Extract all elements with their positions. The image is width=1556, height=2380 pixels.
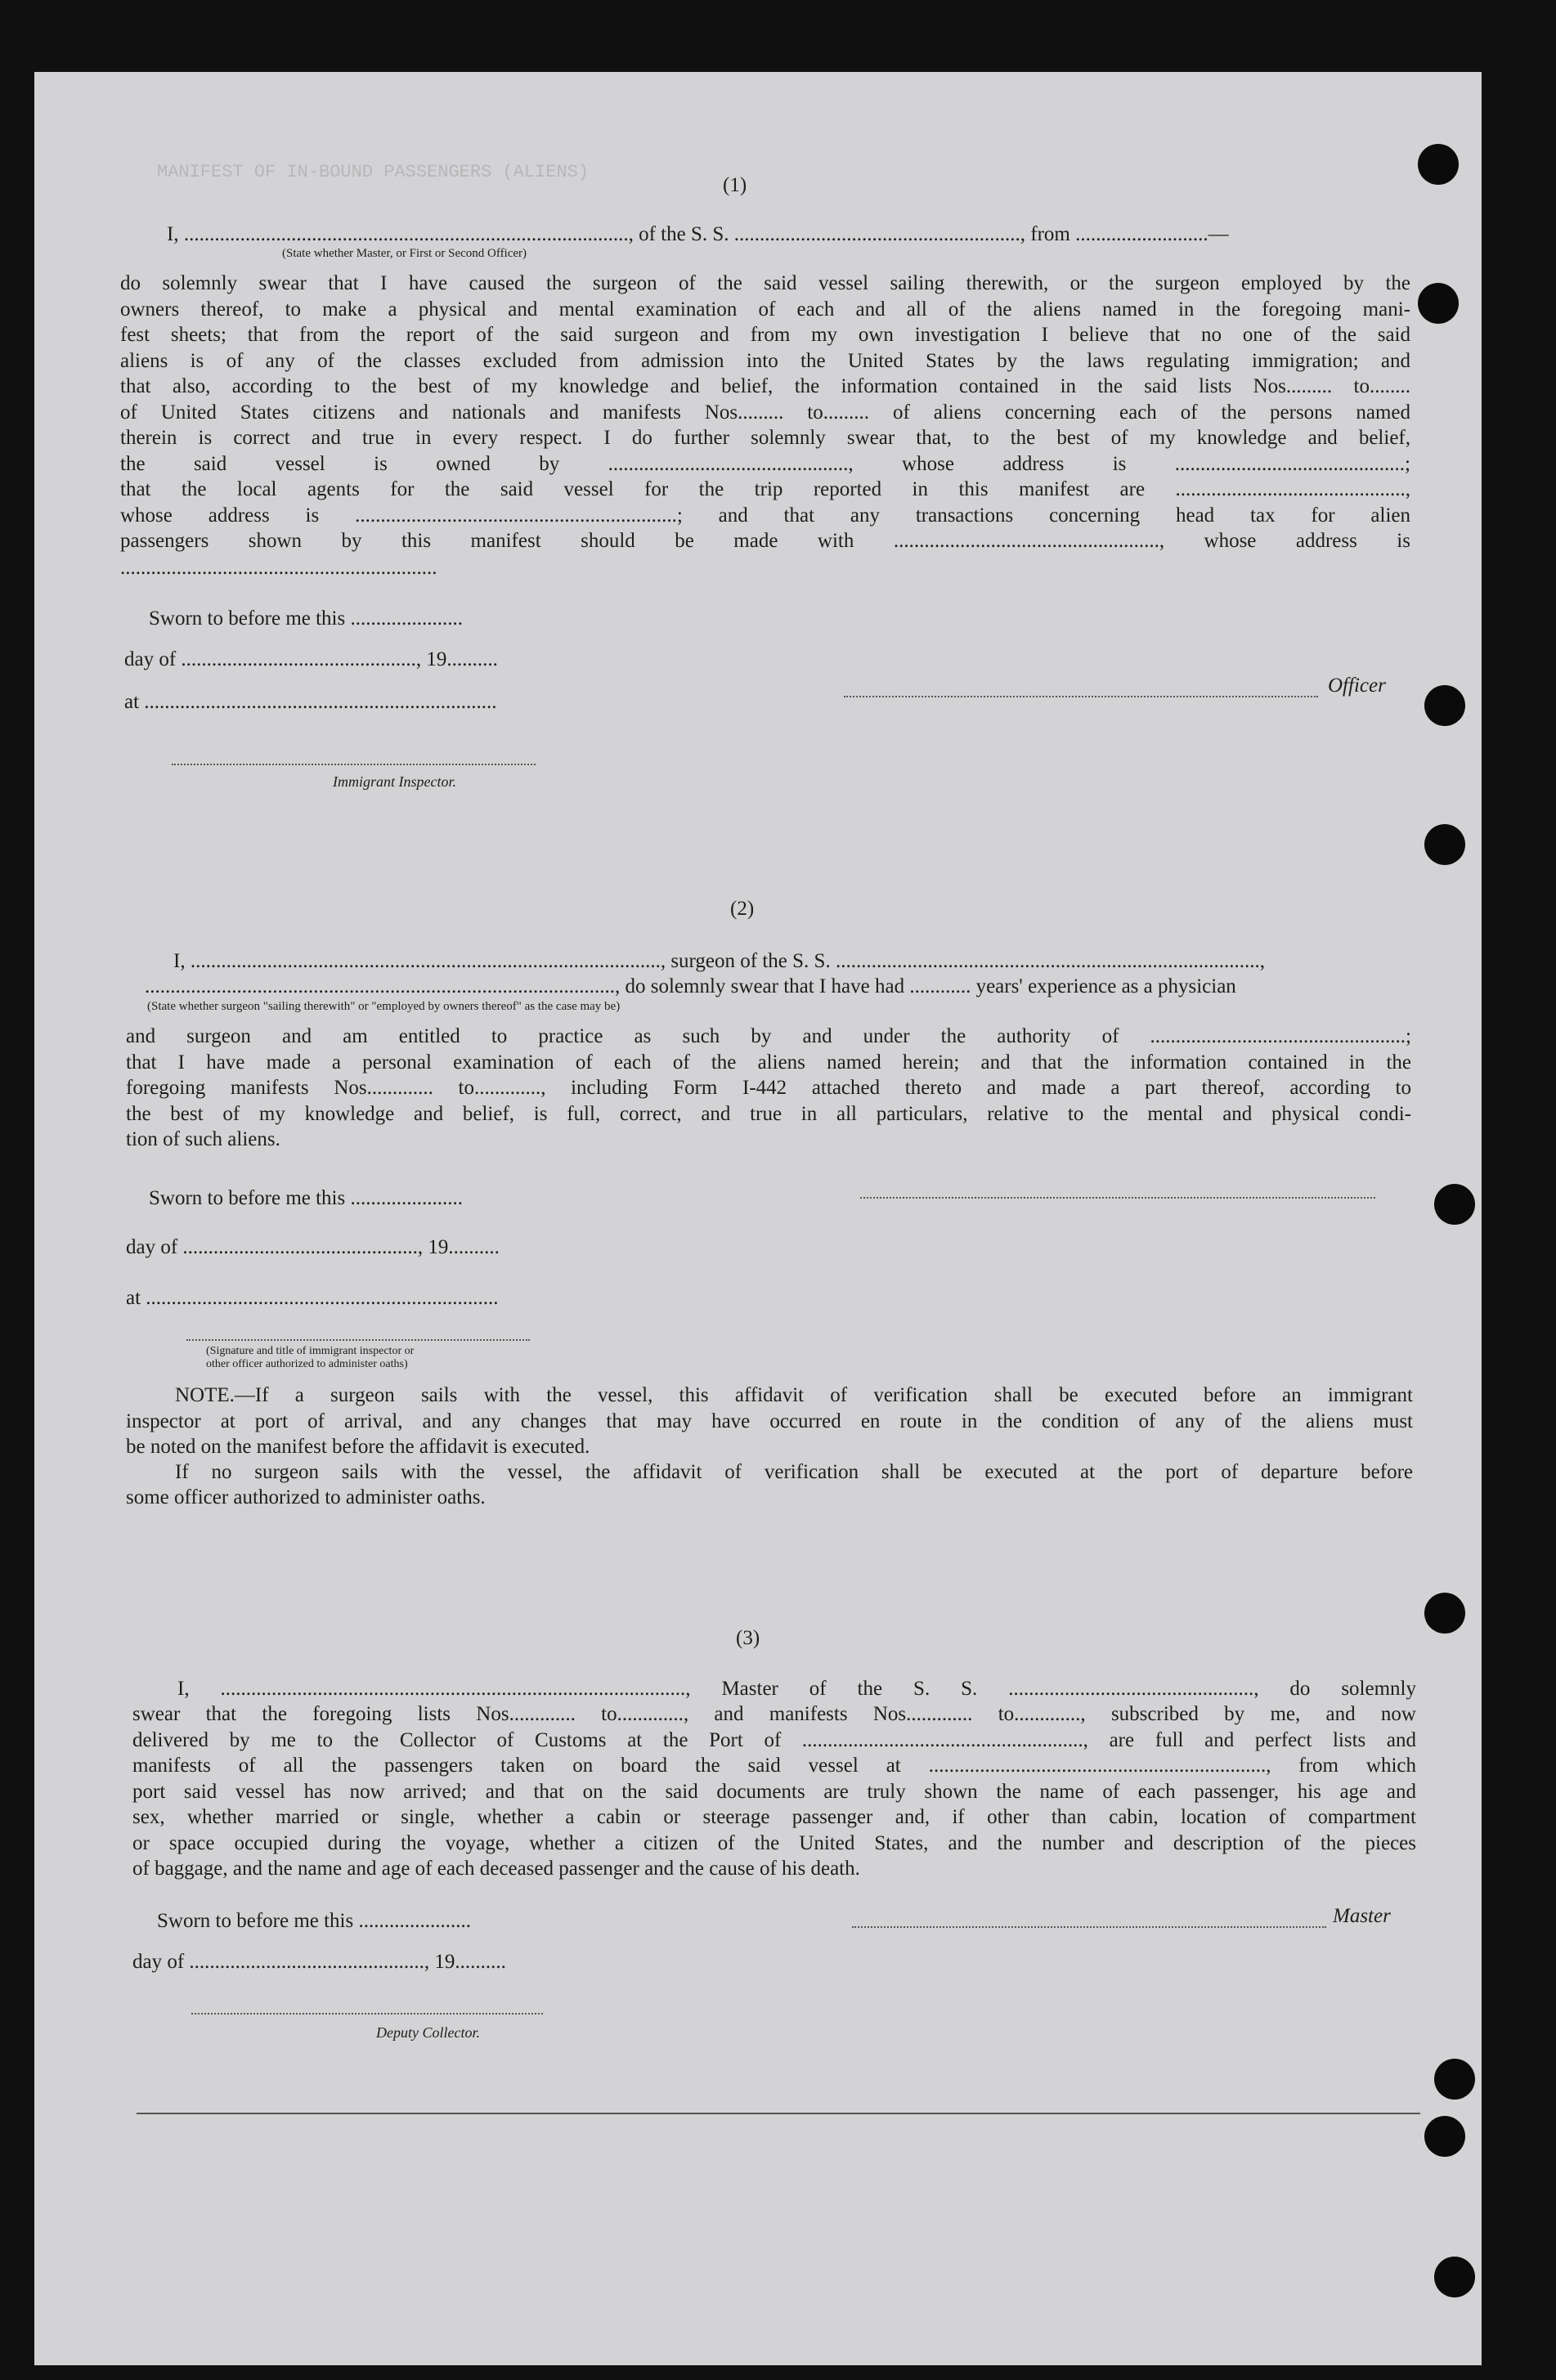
sworn-line: Sworn to before me this ...................... bbox=[149, 1187, 463, 1209]
signature-caption-2: other officer authorized to administer oaths) bbox=[206, 1358, 408, 1370]
sworn-line: Sworn to before me this ...................... bbox=[157, 1910, 471, 1932]
officer-rank-caption: (State whether Master, or First or Second Officer) bbox=[282, 247, 527, 260]
at-line: at ..................................................................... bbox=[124, 691, 497, 713]
binder-hole bbox=[1434, 2059, 1475, 2100]
section-3-paragraph: swear that the foregoing lists Nos............. to............., and manifests Nos............. to............., subscribed by me, and now delivered by me to the Collector of Customs at the Port of ......................................................., are full and perfect lists and manifests of all the passengers taken on board the said vessel at .................................................................., from which port said vessel has now arrived; and that on the said documents are truly shown the name of each passenger, his age and sex, whether married or single, whether a cabin or steerage passenger and, if other than cabin, location of compartment or space occupied during the voyage, whether a citizen of the United States, and the number and description of the pieces bbox=[132, 1703, 1416, 1854]
section-2-last-line: tion of such aliens. bbox=[126, 1128, 280, 1150]
binder-hole bbox=[1424, 1593, 1465, 1634]
section-2-paragraph: and surgeon and am entitled to practice as such by and under the authority of ..................................................; that I have made a personal examination of each of the aliens named herein; and that the information contained in the foregoing manifests Nos............. to............., including Form I-442 attached thereto and made a part thereof, according to the best of my knowledge and belief, is full, correct, and true in all particulars, relative to the mental and physical condi- bbox=[126, 1025, 1411, 1125]
inspector-caption: Immigrant Inspector. bbox=[333, 773, 456, 790]
manifest-sheet bbox=[34, 72, 1482, 2365]
day-line: day of .............................................., 19.......... bbox=[132, 1951, 506, 1973]
binder-hole bbox=[1424, 2116, 1465, 2157]
collector-signature-line bbox=[191, 2013, 543, 2015]
note-2-paragraph: If no surgeon sails with the vessel, the affidavit of verification shall be executed at the port of departure before bbox=[175, 1461, 1413, 1483]
surgeon-caption: (State whether surgeon "sailing therewith" or "employed by owners thereof" as the case may be) bbox=[147, 1000, 621, 1013]
master-label: Master bbox=[1333, 1905, 1391, 1927]
surgeon-signature-line bbox=[860, 1197, 1375, 1199]
section-1-number: (1) bbox=[723, 174, 747, 196]
section-2-oath-line: I, ............................................................................................, surgeon of the S. S. ..................................................................................., bbox=[173, 950, 1265, 972]
section-2-experience-line: ............................................................................................, do solemnly swear that I have had ............ years' experience as a physician bbox=[145, 975, 1236, 997]
binder-hole bbox=[1424, 824, 1465, 865]
day-line: day of .............................................., 19.......... bbox=[124, 648, 498, 670]
collector-caption: Deputy Collector. bbox=[376, 2024, 480, 2041]
section-2-number: (2) bbox=[730, 898, 755, 920]
binder-hole bbox=[1418, 283, 1459, 324]
at-line: at ..................................................................... bbox=[126, 1287, 499, 1309]
section-1-paragraph: do solemnly swear that I have caused the surgeon of the said vessel sailing therewith, or the surgeon employed by the owners thereof, to make a physical and mental examination of each and all of the aliens named in the foregoing mani- fest sheets; that from the report of the said surgeon and from my own investigation I believe that no one of the said aliens is of any of the classes excluded from admission into the United States by the laws regulating immigration; and that also, according to the best of my knowledge and belief, the information contained in the said lists Nos......... to........ of United States citizens and nationals and manifests Nos......... to......... of aliens concerning each of the persons named therein is correct and true in every respect. I do further solemnly swear that, to the best of my knowledge and belief, the said vessel is owned by ..............................................., whose address is .............................................; that the local agents for the said vessel for the trip reported in this manifest are ............................................., whose address is ...............................................................; and that any transactions concerning head tax for alien passengers shown by this manifest should be made with ...................................................., whose address is bbox=[120, 272, 1410, 552]
bleed-through-text: MANIFEST OF IN-BOUND PASSENGERS (ALIENS) bbox=[157, 162, 590, 182]
note-paragraph: NOTE.—If a surgeon sails with the vessel, this affidavit of verification shall be executed before an immigrant inspector at port of arrival, and any changes that may have occurred en route in the condition of any of the aliens must bbox=[126, 1384, 1413, 1432]
binder-hole bbox=[1434, 1184, 1475, 1225]
day-line: day of .............................................., 19.......... bbox=[126, 1236, 500, 1258]
section-3-number: (3) bbox=[736, 1627, 760, 1649]
address-continuation-line: .............................................................. bbox=[120, 557, 437, 579]
section-3-last-line: of baggage, and the name and age of each deceased passenger and the cause of his death. bbox=[132, 1858, 860, 1880]
bottom-rule bbox=[137, 2113, 1420, 2114]
binder-hole bbox=[1434, 2257, 1475, 2297]
binder-hole bbox=[1418, 144, 1459, 185]
inspector-signature-line bbox=[172, 764, 536, 765]
note-last-line: be noted on the manifest before the affidavit is executed. bbox=[126, 1436, 590, 1458]
master-signature-line bbox=[852, 1926, 1326, 1928]
inspector-signature-line bbox=[186, 1339, 530, 1341]
officer-signature-line bbox=[844, 696, 1318, 697]
section-3-paragraph: I, ..........................................................................................., Master of the S. S. ................................................, do solemnly bbox=[177, 1678, 1416, 1700]
signature-caption-1: (Signature and title of immigrant inspector or bbox=[206, 1345, 415, 1357]
sworn-line: Sworn to before me this ...................... bbox=[149, 607, 463, 630]
section-1-oath-line: I, ......................................................................................., of the S. S. ........................................................, from ..........................— bbox=[167, 223, 1229, 245]
officer-label: Officer bbox=[1328, 675, 1386, 697]
note-2-last-line: some officer authorized to administer oaths. bbox=[126, 1486, 486, 1508]
binder-hole bbox=[1424, 685, 1465, 726]
